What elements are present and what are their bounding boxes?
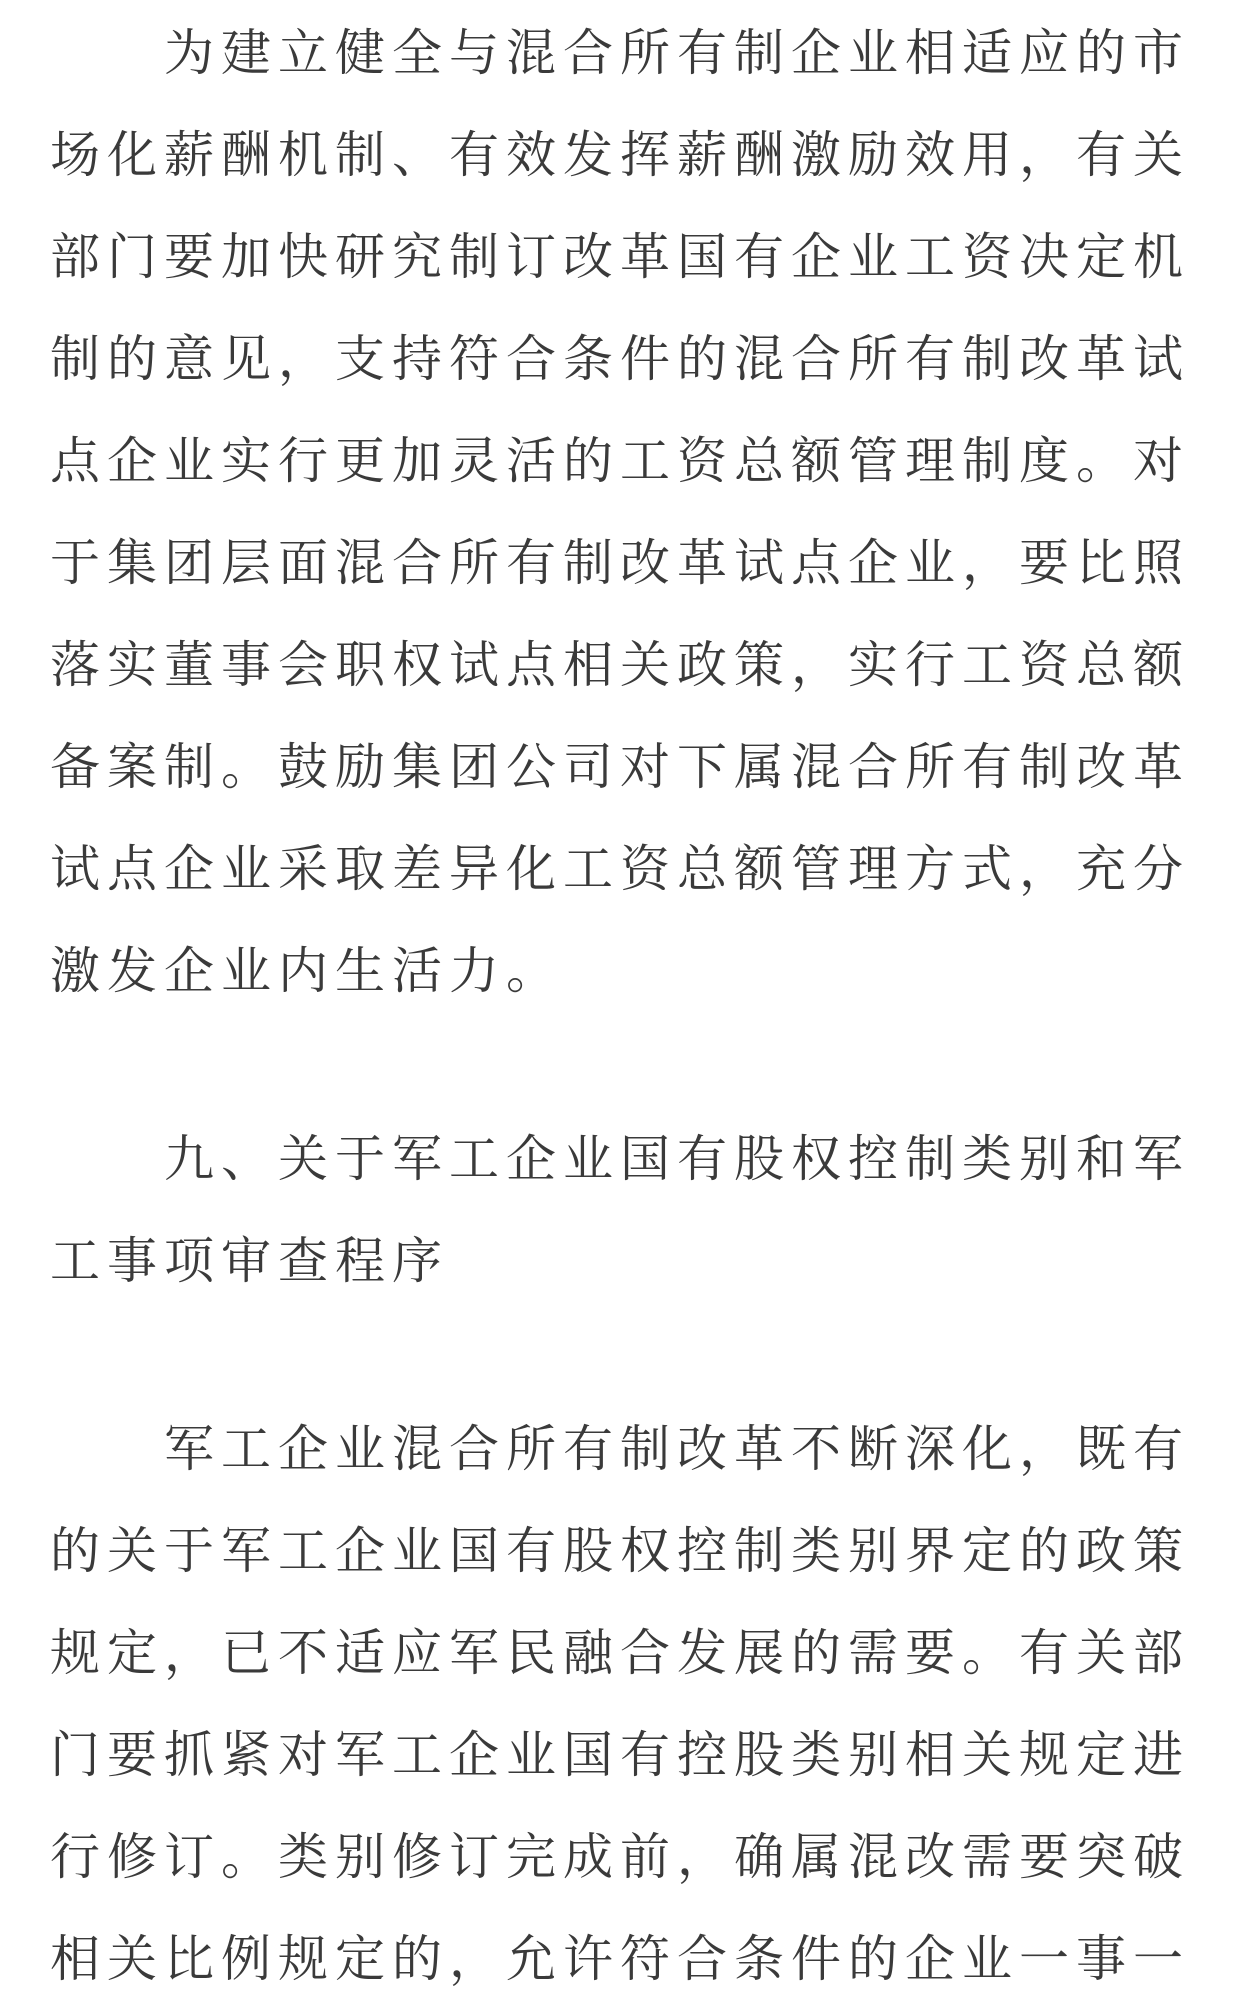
paragraph-wage-mechanism: 为建立健全与混合所有制企业相适应的市场化薪酬机制、有效发挥薪酬激励效用，有关部门要加快研究制订改革国有企业工资决定机制的意见，支持符合条件的混合所有制改革试点企业实行更加灵活的工资总额管理制度。对于集团层面混合所有制改革试点企业，要比照落实董事会职权试点相关政策，实行工资总额备案制。鼓励集团公司对下属混合所有制改革试点企业采取差异化工资总额管理方式，充分激发企业内生活力。 bbox=[50, 24, 1190, 1000]
section-heading: 九、关于军工企业国有股权控制类别和军工事项审查程序 bbox=[50, 1130, 1190, 1290]
paragraph-military-enterprise: 军工企业混合所有制改革不断深化，既有的关于军工企业国有股权控制类别界定的政策规定，已不适应军民融合发展的需要。有关部门要抓紧对军工企业国有控股类别相关规定进行修订。类别修订完成前，确属混改需要突破相关比例规定的，允许符合条件的企业一事一 bbox=[50, 1420, 1190, 1988]
article-body bbox=[50, 0, 1190, 2010]
